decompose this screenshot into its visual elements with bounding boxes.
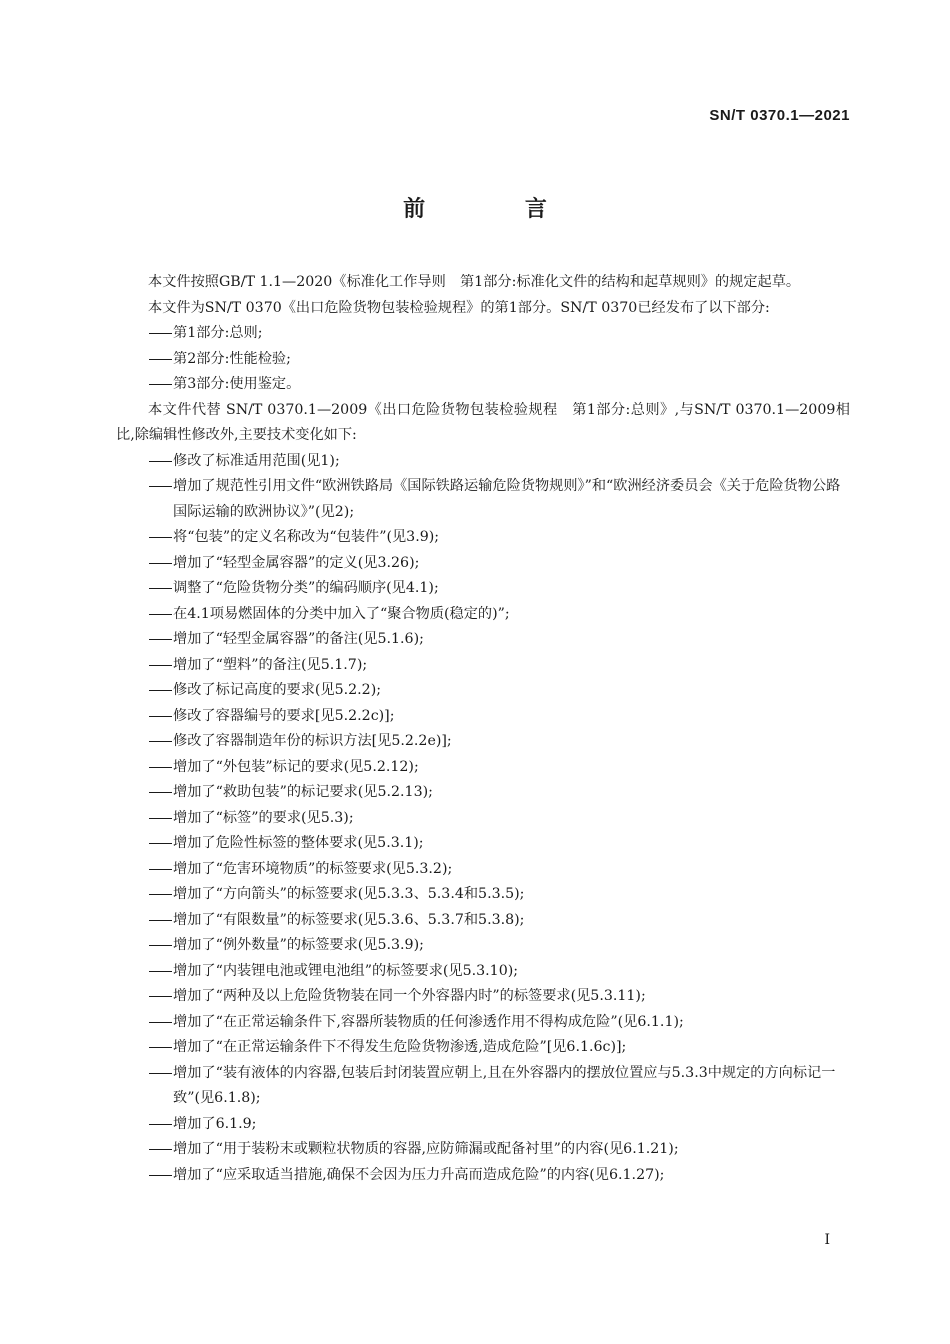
list-item	[116, 372, 850, 398]
list-item-text: 第3部分:使用鉴定。	[173, 376, 301, 392]
parts-list	[116, 321, 850, 398]
change-item	[116, 959, 850, 985]
intro-paragraph: 本文件为SN/T 0370《出口危险货物包装检验规程》的第1部分。SN/T 0370已经发布了以下部分:	[148, 299, 770, 316]
change-item	[116, 551, 850, 577]
change-item	[116, 1010, 850, 1036]
change-item	[116, 602, 850, 628]
change-item-text: 增加了“在正常运输条件下不得发生危险货物渗透,造成危险”[见6.1.6c)];	[173, 1039, 627, 1055]
change-item	[116, 1112, 850, 1138]
change-item-text: 增加了“救助包装”的标记要求(见5.2.13);	[173, 784, 433, 800]
change-item-text: 增加了“内装锂电池或锂电池组”的标签要求(见5.3.10);	[173, 962, 519, 979]
change-item-text: 修改了标准适用范围(见1);	[173, 452, 340, 469]
change-item	[116, 627, 850, 653]
change-item	[116, 1035, 850, 1061]
change-item	[116, 984, 850, 1010]
change-item-text: 增加了“有限数量”的标签要求(见5.3.6、5.3.7和5.3.8);	[173, 911, 525, 928]
change-item-text: 增加了“装有液体的内容器,包装后封闭装置应朝上,且在外容器内的摆放位置应与5.3.3中规定的方向标记一致”(见6.1.8);	[173, 1064, 836, 1106]
change-item	[116, 449, 850, 475]
change-item	[116, 704, 850, 730]
change-item-text: 在4.1项易燃固体的分类中加入了“聚合物质(稳定的)”;	[173, 605, 510, 622]
change-item	[116, 908, 850, 934]
document-code: SN/T 0370.1—2021	[709, 107, 850, 124]
change-item	[116, 755, 850, 781]
change-item-text: 增加了“轻型金属容器”的定义(见3.26);	[173, 554, 420, 571]
change-item-text: 增加了“方向箭头”的标签要求(见5.3.3、5.3.4和5.3.5);	[173, 886, 525, 902]
change-item	[116, 1163, 850, 1189]
change-item	[116, 806, 850, 832]
change-item-text: 修改了容器编号的要求[见5.2.2c)];	[173, 707, 395, 724]
change-item-text: 增加了“在正常运输条件下,容器所装物质的任何渗透作用不得构成危险”(见6.1.1);	[173, 1013, 684, 1030]
list-item	[116, 347, 850, 373]
replace-paragraph: 本文件代替 SN/T 0370.1—2009《出口危险货物包装检验规程 第1部分:总则》,与SN/T 0370.1—2009相比,除编辑性修改外,主要技术变化如下:	[116, 401, 850, 443]
change-item-text: 增加了“应采取适当措施,确保不会因为压力升高而造成危险”的内容(见6.1.27);	[173, 1166, 665, 1183]
change-item-text: 增加了“例外数量”的标签要求(见5.3.9);	[173, 937, 424, 953]
change-item-text: 增加了“用于装粉末或颗粒状物质的容器,应防筛漏或配备衬里”的内容(见6.1.21);	[173, 1141, 679, 1157]
page-number: I	[824, 1232, 830, 1248]
change-item	[116, 933, 850, 959]
list-item	[116, 321, 850, 347]
change-item	[116, 525, 850, 551]
change-item-text: 修改了容器制造年份的标识方法[见5.2.2e)];	[173, 733, 452, 749]
change-item	[116, 1061, 850, 1112]
change-item	[116, 653, 850, 679]
change-item-text: 将“包装”的定义名称改为“包装件”(见3.9);	[173, 529, 440, 545]
change-item-text: 增加了6.1.9;	[173, 1115, 257, 1132]
list-item-text: 第1部分:总则;	[173, 325, 263, 341]
change-item	[116, 678, 850, 704]
change-item-text: 增加了“两种及以上危险货物装在同一个外容器内时”的标签要求(见5.3.11);	[173, 988, 646, 1004]
change-item-text: 增加了规范性引用文件“欧洲铁路局《国际铁路运输危险货物规则》”和“欧洲经济委员会《关于危险货物公路国际运输的欧洲协议》”(见2);	[173, 478, 841, 520]
page-title: 前 言	[403, 197, 593, 222]
change-item	[116, 474, 850, 525]
change-item	[116, 882, 850, 908]
change-item-text: 增加了“标签”的要求(见5.3);	[173, 809, 354, 826]
change-item	[116, 831, 850, 857]
change-item-text: 增加了“外包装”标记的要求(见5.2.12);	[173, 758, 419, 775]
change-item	[116, 1137, 850, 1163]
change-item	[116, 780, 850, 806]
change-item	[116, 729, 850, 755]
change-item-text: 增加了“轻型金属容器”的备注(见5.1.6);	[173, 631, 424, 647]
change-item-text: 增加了危险性标签的整体要求(见5.3.1);	[173, 835, 424, 851]
change-item	[116, 857, 850, 883]
change-item-text: 增加了“危害环境物质”的标签要求(见5.3.2);	[173, 860, 453, 877]
changes-list	[116, 449, 850, 1189]
change-item-text: 修改了标记高度的要求(见5.2.2);	[173, 682, 382, 698]
foreword-body	[116, 270, 850, 1188]
change-item-text: 调整了“危险货物分类”的编码顺序(见4.1);	[173, 580, 439, 596]
change-item-text: 增加了“塑料”的备注(见5.1.7);	[173, 656, 368, 673]
change-item	[116, 576, 850, 602]
intro-paragraph: 本文件按照GB/T 1.1—2020《标准化工作导则 第1部分:标准化文件的结构和起草规则》的规定起草。	[148, 274, 801, 290]
list-item-text: 第2部分:性能检验;	[173, 350, 291, 367]
